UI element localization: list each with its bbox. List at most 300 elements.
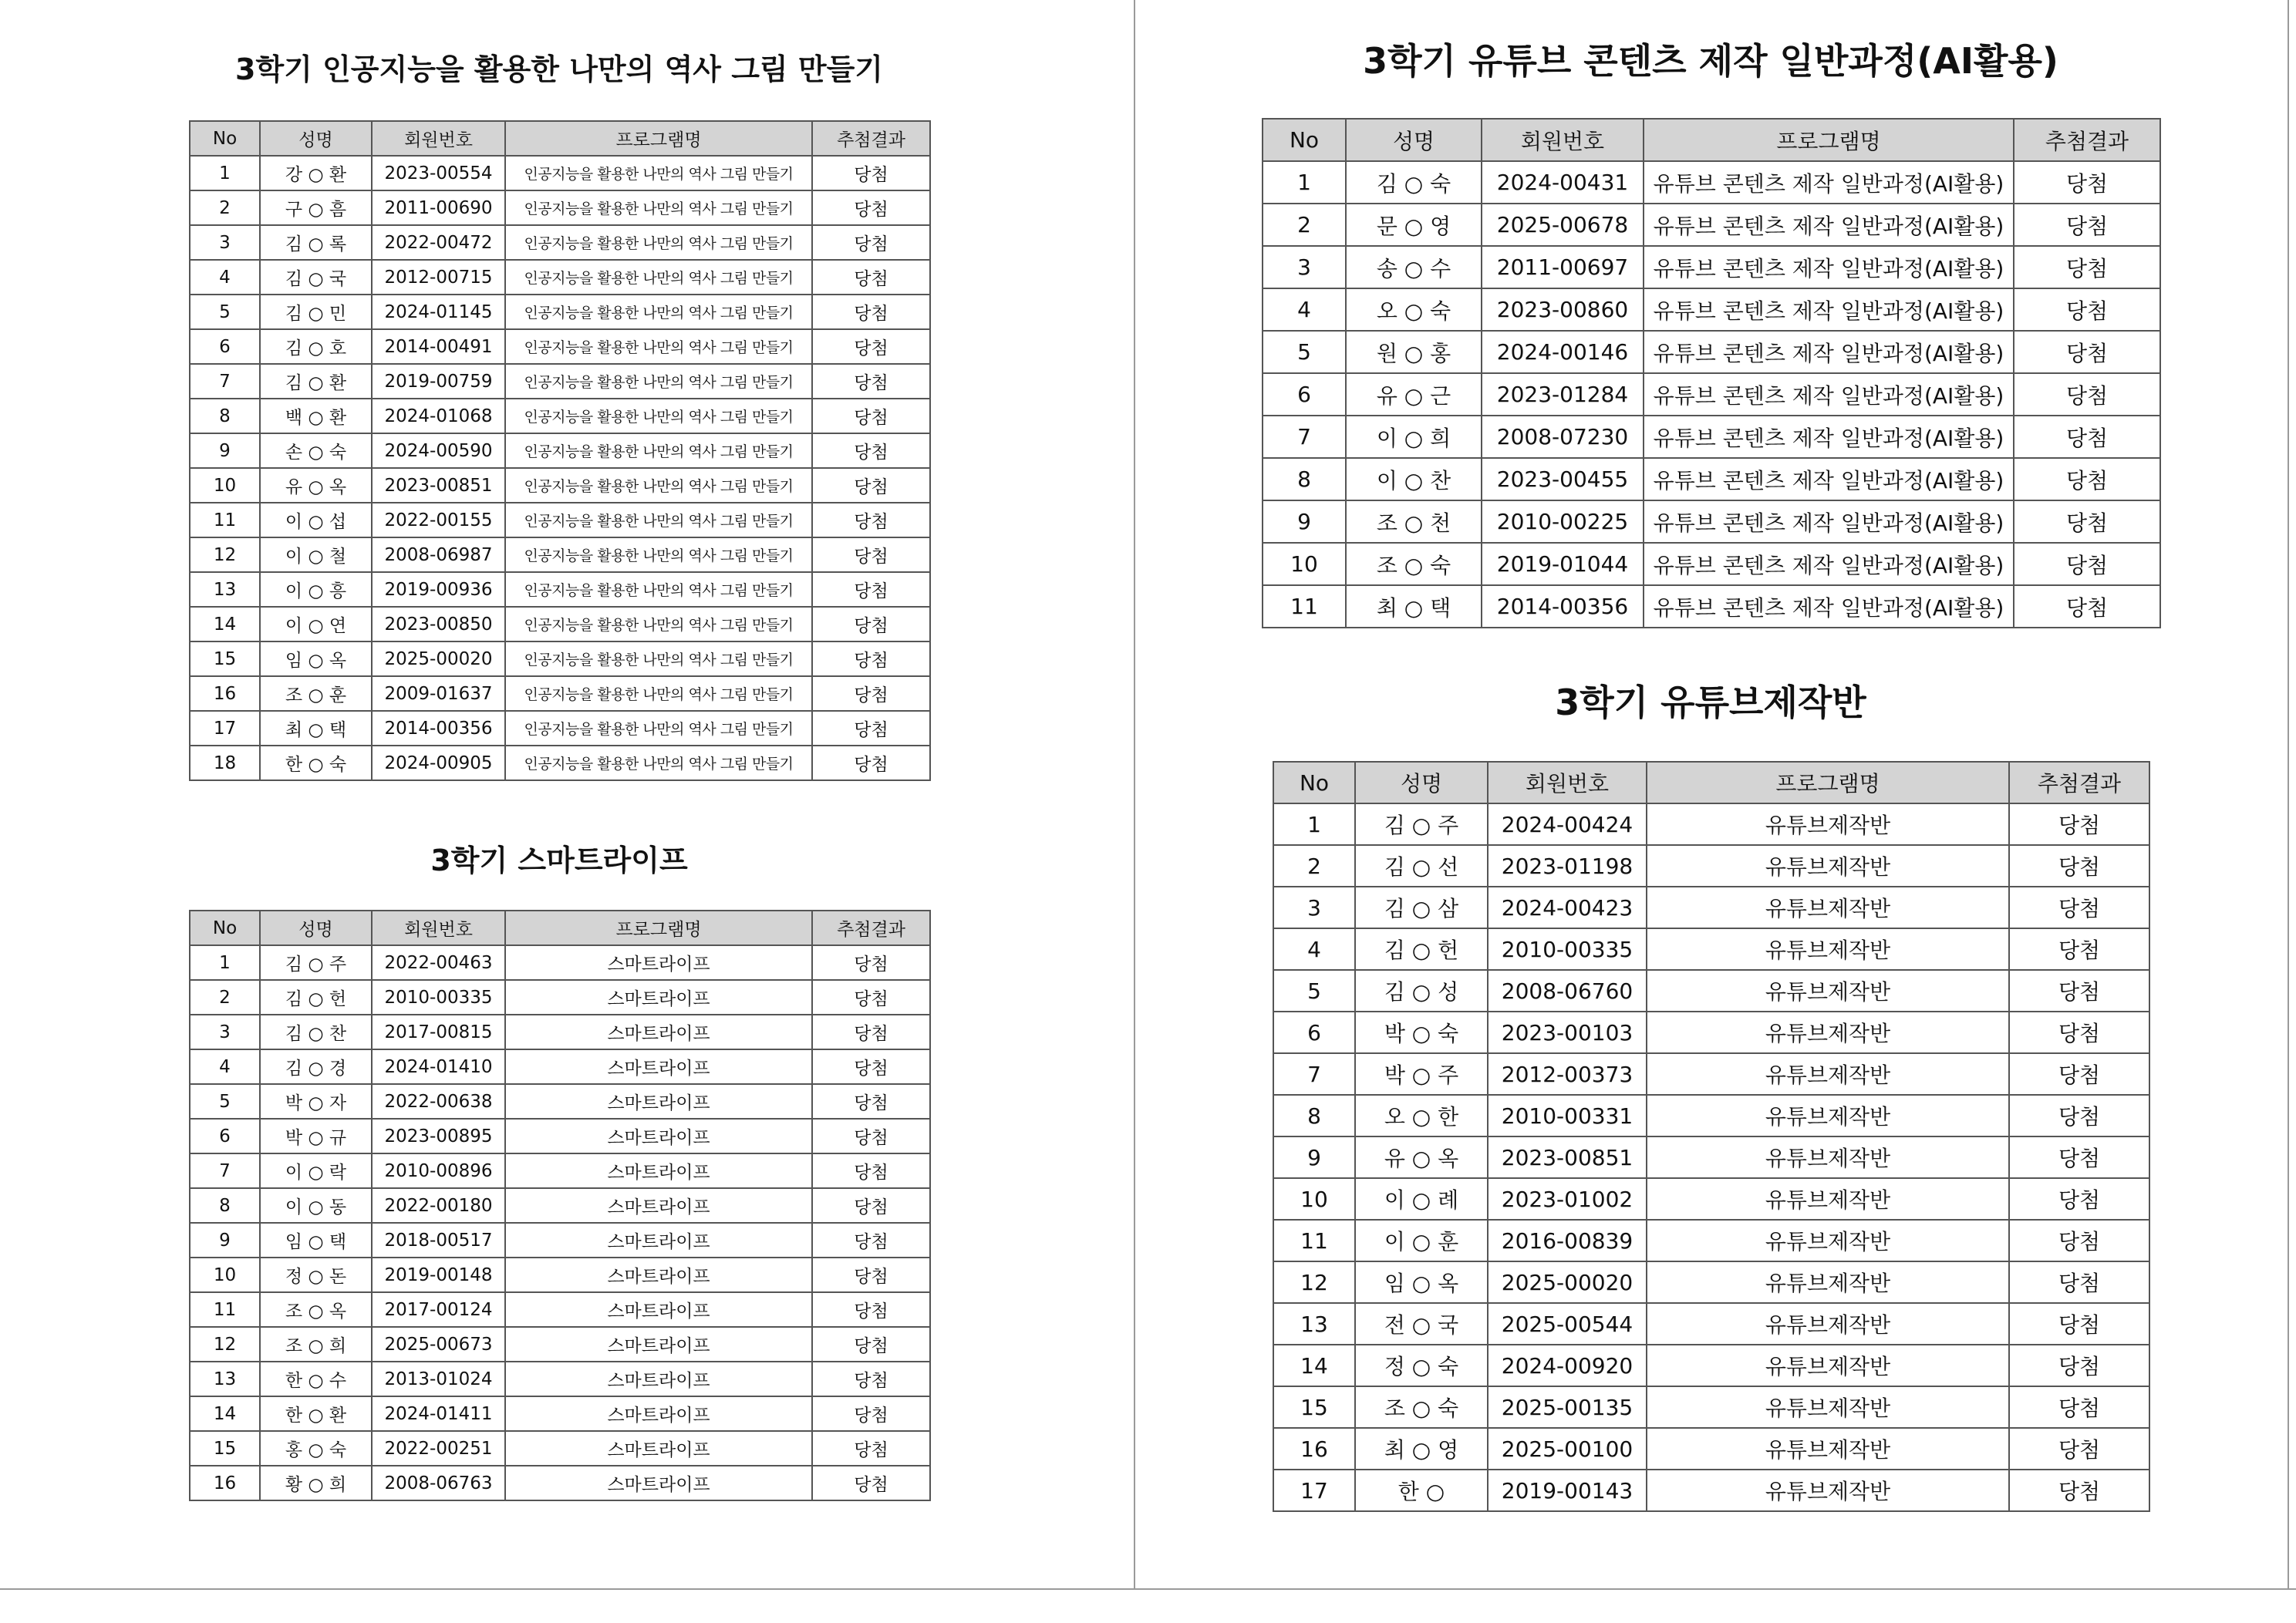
member-number-cell: 2024-01411 bbox=[372, 1396, 505, 1431]
name-cell: 한 ○ 환 bbox=[260, 1396, 372, 1431]
no-cell: 2 bbox=[190, 190, 260, 225]
program-name-cell: 유튜브제작반 bbox=[1647, 970, 2009, 1012]
member-number-cell: 2022-00155 bbox=[372, 503, 505, 537]
program-name-cell: 유튜브 콘텐츠 제작 일반과정(AI활용) bbox=[1644, 500, 2014, 543]
no-cell: 6 bbox=[1263, 373, 1346, 416]
result-cell: 당첨 bbox=[812, 1015, 930, 1049]
result-cell: 당첨 bbox=[812, 295, 930, 329]
result-cell: 당첨 bbox=[812, 1223, 930, 1258]
member-number-cell: 2008-06763 bbox=[372, 1466, 505, 1500]
no-cell: 3 bbox=[190, 225, 260, 260]
member-number-cell: 2022-00472 bbox=[372, 225, 505, 260]
lottery-table bbox=[1273, 761, 2150, 1512]
result-cell: 당첨 bbox=[812, 1292, 930, 1327]
no-cell: 5 bbox=[190, 1084, 260, 1119]
member-number-cell: 2024-00423 bbox=[1488, 887, 1647, 928]
member-number-cell: 2017-00124 bbox=[372, 1292, 505, 1327]
table-row bbox=[1273, 887, 2149, 928]
no-cell: 15 bbox=[190, 641, 260, 676]
no-cell: 11 bbox=[1273, 1220, 1355, 1261]
no-cell: 4 bbox=[190, 1049, 260, 1084]
table-body bbox=[1263, 161, 2160, 628]
result-cell: 당첨 bbox=[812, 1327, 930, 1362]
table-header-row bbox=[1273, 762, 2149, 803]
result-cell: 당첨 bbox=[812, 945, 930, 980]
name-cell: 박 ○ 자 bbox=[260, 1084, 372, 1119]
result-cell: 당첨 bbox=[812, 746, 930, 780]
member-number-cell: 2023-00895 bbox=[372, 1119, 505, 1153]
program-name-cell: 스마트라이프 bbox=[505, 1084, 812, 1119]
table-row bbox=[1273, 1386, 2149, 1428]
member-number-cell: 2019-01044 bbox=[1482, 543, 1644, 585]
no-cell: 10 bbox=[1263, 543, 1346, 585]
no-cell: 4 bbox=[1263, 288, 1346, 331]
name-cell: 이 ○ 연 bbox=[260, 607, 372, 641]
name-cell: 김 ○ 주 bbox=[260, 945, 372, 980]
table-row bbox=[190, 1084, 930, 1119]
table-row bbox=[190, 607, 930, 641]
result-cell: 당첨 bbox=[2014, 416, 2160, 458]
member-number-cell: 2022-00180 bbox=[372, 1188, 505, 1223]
name-cell: 김 ○ 록 bbox=[260, 225, 372, 260]
member-number-cell: 2023-01198 bbox=[1488, 845, 1647, 887]
lottery-table bbox=[1262, 118, 2161, 628]
no-cell: 10 bbox=[190, 468, 260, 503]
no-cell: 6 bbox=[1273, 1012, 1355, 1053]
table-row bbox=[190, 190, 930, 225]
table-row bbox=[190, 1466, 930, 1500]
name-cell: 강 ○ 환 bbox=[260, 156, 372, 190]
name-cell: 조 ○ 희 bbox=[260, 1327, 372, 1362]
no-cell: 1 bbox=[190, 156, 260, 190]
name-cell: 김 ○ 주 bbox=[1355, 803, 1488, 845]
member-number-cell: 2023-01284 bbox=[1482, 373, 1644, 416]
ai-history-drawing-section bbox=[189, 49, 929, 781]
column-header-result: 추첨결과 bbox=[2014, 119, 2160, 161]
youtube-production-section bbox=[1273, 678, 2149, 1512]
no-cell: 5 bbox=[1263, 331, 1346, 373]
name-cell: 문 ○ 영 bbox=[1346, 204, 1482, 246]
program-name-cell: 인공지능을 활용한 나만의 역사 그림 만들기 bbox=[505, 607, 812, 641]
program-name-cell: 인공지능을 활용한 나만의 역사 그림 만들기 bbox=[505, 399, 812, 433]
name-cell: 한 ○ bbox=[1355, 1470, 1488, 1511]
no-cell: 8 bbox=[190, 1188, 260, 1223]
program-name-cell: 인공지능을 활용한 나만의 역사 그림 만들기 bbox=[505, 537, 812, 572]
table-body bbox=[190, 156, 930, 780]
no-cell: 8 bbox=[1273, 1095, 1355, 1136]
result-cell: 당첨 bbox=[812, 1188, 930, 1223]
member-number-cell: 2019-00143 bbox=[1488, 1470, 1647, 1511]
no-cell: 7 bbox=[190, 1153, 260, 1188]
result-cell: 당첨 bbox=[812, 190, 930, 225]
no-cell: 2 bbox=[1263, 204, 1346, 246]
name-cell: 구 ○ 흠 bbox=[260, 190, 372, 225]
program-name-cell: 인공지능을 활용한 나만의 역사 그림 만들기 bbox=[505, 746, 812, 780]
member-number-cell: 2011-00690 bbox=[372, 190, 505, 225]
result-cell: 당첨 bbox=[812, 329, 930, 364]
table-row bbox=[1263, 288, 2160, 331]
program-name-cell: 유튜브제작반 bbox=[1647, 887, 2009, 928]
table-row bbox=[1273, 1303, 2149, 1345]
name-cell: 홍 ○ 숙 bbox=[260, 1431, 372, 1466]
name-cell: 김 ○ 삼 bbox=[1355, 887, 1488, 928]
table-row bbox=[1273, 928, 2149, 970]
youtube-ai-course-section bbox=[1262, 37, 2159, 628]
member-number-cell: 2024-00920 bbox=[1488, 1345, 1647, 1386]
name-cell: 유 ○ 근 bbox=[1346, 373, 1482, 416]
program-name-cell: 유튜브 콘텐츠 제작 일반과정(AI활용) bbox=[1644, 331, 2014, 373]
result-cell: 당첨 bbox=[2014, 543, 2160, 585]
table-row bbox=[190, 641, 930, 676]
no-cell: 12 bbox=[1273, 1261, 1355, 1303]
no-cell: 6 bbox=[190, 1119, 260, 1153]
result-cell: 당첨 bbox=[812, 980, 930, 1015]
member-number-cell: 2014-00356 bbox=[1482, 585, 1644, 628]
table-row bbox=[190, 433, 930, 468]
result-cell: 당첨 bbox=[812, 364, 930, 399]
member-number-cell: 2024-00590 bbox=[372, 433, 505, 468]
no-cell: 2 bbox=[1273, 845, 1355, 887]
program-name-cell: 유튜브 콘텐츠 제작 일반과정(AI활용) bbox=[1644, 204, 2014, 246]
section-title: 3학기 유튜브제작반 bbox=[1555, 682, 1866, 723]
no-cell: 10 bbox=[190, 1258, 260, 1292]
result-cell: 당첨 bbox=[812, 156, 930, 190]
no-cell: 1 bbox=[1263, 161, 1346, 204]
table-row bbox=[1263, 416, 2160, 458]
table-row bbox=[1273, 1261, 2149, 1303]
column-header-result: 추첨결과 bbox=[2009, 762, 2149, 803]
result-cell: 당첨 bbox=[2014, 161, 2160, 204]
program-name-cell: 인공지능을 활용한 나만의 역사 그림 만들기 bbox=[505, 260, 812, 295]
column-header-member-number: 회원번호 bbox=[372, 121, 505, 156]
column-header-name: 성명 bbox=[260, 911, 372, 945]
table-row bbox=[1273, 1470, 2149, 1511]
table-row bbox=[190, 295, 930, 329]
program-name-cell: 유튜브 콘텐츠 제작 일반과정(AI활용) bbox=[1644, 585, 2014, 628]
result-cell: 당첨 bbox=[812, 676, 930, 711]
column-header-no: No bbox=[1263, 119, 1346, 161]
result-cell: 당첨 bbox=[2014, 373, 2160, 416]
table-row bbox=[190, 364, 930, 399]
name-cell: 정 ○ 돈 bbox=[260, 1258, 372, 1292]
program-name-cell: 인공지능을 활용한 나만의 역사 그림 만들기 bbox=[505, 295, 812, 329]
name-cell: 이 ○ 흥 bbox=[260, 572, 372, 607]
name-cell: 이 ○ 례 bbox=[1355, 1178, 1488, 1220]
program-name-cell: 스마트라이프 bbox=[505, 1431, 812, 1466]
no-cell: 17 bbox=[190, 711, 260, 746]
name-cell: 김 ○ 헌 bbox=[1355, 928, 1488, 970]
result-cell: 당첨 bbox=[812, 641, 930, 676]
program-name-cell: 유튜브 콘텐츠 제작 일반과정(AI활용) bbox=[1644, 246, 2014, 288]
table-row bbox=[1273, 1053, 2149, 1095]
name-cell: 김 ○ 국 bbox=[260, 260, 372, 295]
program-name-cell: 인공지능을 활용한 나만의 역사 그림 만들기 bbox=[505, 364, 812, 399]
result-cell: 당첨 bbox=[812, 1396, 930, 1431]
program-name-cell: 스마트라이프 bbox=[505, 1188, 812, 1223]
member-number-cell: 2017-00815 bbox=[372, 1015, 505, 1049]
no-cell: 4 bbox=[190, 260, 260, 295]
program-name-cell: 유튜브제작반 bbox=[1647, 1012, 2009, 1053]
name-cell: 김 ○ 성 bbox=[1355, 970, 1488, 1012]
no-cell: 4 bbox=[1273, 928, 1355, 970]
column-header-name: 성명 bbox=[1346, 119, 1482, 161]
name-cell: 김 ○ 찬 bbox=[260, 1015, 372, 1049]
name-cell: 정 ○ 숙 bbox=[1355, 1345, 1488, 1386]
program-name-cell: 인공지능을 활용한 나만의 역사 그림 만들기 bbox=[505, 468, 812, 503]
no-cell: 1 bbox=[190, 945, 260, 980]
member-number-cell: 2024-00424 bbox=[1488, 803, 1647, 845]
member-number-cell: 2010-00335 bbox=[372, 980, 505, 1015]
table-row bbox=[1273, 1136, 2149, 1178]
member-number-cell: 2010-00331 bbox=[1488, 1095, 1647, 1136]
result-cell: 당첨 bbox=[2009, 803, 2149, 845]
result-cell: 당첨 bbox=[2009, 1220, 2149, 1261]
table-row bbox=[190, 468, 930, 503]
column-header-name: 성명 bbox=[260, 121, 372, 156]
column-header-member-number: 회원번호 bbox=[1488, 762, 1647, 803]
column-header-program-name: 프로그램명 bbox=[505, 121, 812, 156]
lottery-table bbox=[189, 910, 931, 1501]
section-title: 3학기 유튜브 콘텐츠 제작 일반과정(AI활용) bbox=[1363, 40, 2058, 82]
program-name-cell: 인공지능을 활용한 나만의 역사 그림 만들기 bbox=[505, 676, 812, 711]
no-cell: 7 bbox=[190, 364, 260, 399]
result-cell: 당첨 bbox=[2009, 1428, 2149, 1470]
program-name-cell: 스마트라이프 bbox=[505, 1466, 812, 1500]
column-header-result: 추첨결과 bbox=[812, 911, 930, 945]
no-cell: 1 bbox=[1273, 803, 1355, 845]
program-name-cell: 유튜브제작반 bbox=[1647, 1261, 2009, 1303]
result-cell: 당첨 bbox=[812, 1466, 930, 1500]
program-name-cell: 스마트라이프 bbox=[505, 1223, 812, 1258]
result-cell: 당첨 bbox=[812, 1153, 930, 1188]
table-row bbox=[1273, 1345, 2149, 1386]
member-number-cell: 2008-06987 bbox=[372, 537, 505, 572]
member-number-cell: 2016-00839 bbox=[1488, 1220, 1647, 1261]
program-name-cell: 유튜브제작반 bbox=[1647, 1053, 2009, 1095]
program-name-cell: 유튜브 콘텐츠 제작 일반과정(AI활용) bbox=[1644, 373, 2014, 416]
no-cell: 14 bbox=[1273, 1345, 1355, 1386]
no-cell: 3 bbox=[1273, 887, 1355, 928]
member-number-cell: 2024-01068 bbox=[372, 399, 505, 433]
result-cell: 당첨 bbox=[2014, 204, 2160, 246]
table-row bbox=[190, 1396, 930, 1431]
result-cell: 당첨 bbox=[812, 1362, 930, 1396]
member-number-cell: 2010-00896 bbox=[372, 1153, 505, 1188]
program-name-cell: 스마트라이프 bbox=[505, 1258, 812, 1292]
name-cell: 조 ○ 숙 bbox=[1355, 1386, 1488, 1428]
name-cell: 임 ○ 옥 bbox=[1355, 1261, 1488, 1303]
no-cell: 13 bbox=[190, 572, 260, 607]
name-cell: 전 ○ 국 bbox=[1355, 1303, 1488, 1345]
result-cell: 당첨 bbox=[2009, 1095, 2149, 1136]
table-row bbox=[190, 1049, 930, 1084]
member-number-cell: 2023-00851 bbox=[1488, 1136, 1647, 1178]
result-cell: 당첨 bbox=[812, 537, 930, 572]
table-row bbox=[190, 156, 930, 190]
program-name-cell: 스마트라이프 bbox=[505, 1049, 812, 1084]
no-cell: 14 bbox=[190, 607, 260, 641]
name-cell: 김 ○ 경 bbox=[260, 1049, 372, 1084]
program-name-cell: 유튜브제작반 bbox=[1647, 1178, 2009, 1220]
member-number-cell: 2018-00517 bbox=[372, 1223, 505, 1258]
result-cell: 당첨 bbox=[2014, 500, 2160, 543]
member-number-cell: 2024-00146 bbox=[1482, 331, 1644, 373]
result-cell: 당첨 bbox=[2014, 585, 2160, 628]
program-name-cell: 인공지능을 활용한 나만의 역사 그림 만들기 bbox=[505, 711, 812, 746]
no-cell: 13 bbox=[190, 1362, 260, 1396]
program-name-cell: 유튜브제작반 bbox=[1647, 803, 2009, 845]
program-name-cell: 스마트라이프 bbox=[505, 945, 812, 980]
column-header-name: 성명 bbox=[1355, 762, 1488, 803]
no-cell: 2 bbox=[190, 980, 260, 1015]
no-cell: 5 bbox=[1273, 970, 1355, 1012]
result-cell: 당첨 bbox=[2009, 845, 2149, 887]
program-name-cell: 유튜브제작반 bbox=[1647, 1136, 2009, 1178]
result-cell: 당첨 bbox=[2014, 246, 2160, 288]
program-name-cell: 스마트라이프 bbox=[505, 1327, 812, 1362]
result-cell: 당첨 bbox=[812, 1258, 930, 1292]
result-cell: 당첨 bbox=[2009, 970, 2149, 1012]
name-cell: 최 ○ 택 bbox=[260, 711, 372, 746]
member-number-cell: 2019-00759 bbox=[372, 364, 505, 399]
no-cell: 11 bbox=[190, 1292, 260, 1327]
result-cell: 당첨 bbox=[2014, 458, 2160, 500]
name-cell: 황 ○ 희 bbox=[260, 1466, 372, 1500]
member-number-cell: 2022-00463 bbox=[372, 945, 505, 980]
no-cell: 10 bbox=[1273, 1178, 1355, 1220]
member-number-cell: 2014-00491 bbox=[372, 329, 505, 364]
result-cell: 당첨 bbox=[2009, 1053, 2149, 1095]
table-row bbox=[1273, 1095, 2149, 1136]
member-number-cell: 2013-01024 bbox=[372, 1362, 505, 1396]
program-name-cell: 유튜브 콘텐츠 제작 일반과정(AI활용) bbox=[1644, 161, 2014, 204]
member-number-cell: 2010-00225 bbox=[1482, 500, 1644, 543]
member-number-cell: 2025-00135 bbox=[1488, 1386, 1647, 1428]
no-cell: 7 bbox=[1273, 1053, 1355, 1095]
column-header-no: No bbox=[190, 121, 260, 156]
table-row bbox=[190, 746, 930, 780]
name-cell: 이 ○ 철 bbox=[260, 537, 372, 572]
table-row bbox=[1263, 543, 2160, 585]
name-cell: 조 ○ 훈 bbox=[260, 676, 372, 711]
no-cell: 16 bbox=[190, 1466, 260, 1500]
table-row bbox=[190, 329, 930, 364]
table-row bbox=[190, 676, 930, 711]
no-cell: 17 bbox=[1273, 1470, 1355, 1511]
name-cell: 박 ○ 주 bbox=[1355, 1053, 1488, 1095]
member-number-cell: 2023-00851 bbox=[372, 468, 505, 503]
member-number-cell: 2023-00850 bbox=[372, 607, 505, 641]
no-cell: 12 bbox=[190, 1327, 260, 1362]
result-cell: 당첨 bbox=[812, 399, 930, 433]
program-name-cell: 유튜브제작반 bbox=[1647, 1345, 2009, 1386]
no-cell: 9 bbox=[1263, 500, 1346, 543]
name-cell: 오 ○ 한 bbox=[1355, 1095, 1488, 1136]
result-cell: 당첨 bbox=[2009, 1470, 2149, 1511]
result-cell: 당첨 bbox=[812, 468, 930, 503]
program-name-cell: 유튜브 콘텐츠 제작 일반과정(AI활용) bbox=[1644, 458, 2014, 500]
name-cell: 조 ○ 숙 bbox=[1346, 543, 1482, 585]
program-name-cell: 인공지능을 활용한 나만의 역사 그림 만들기 bbox=[505, 572, 812, 607]
program-name-cell: 스마트라이프 bbox=[505, 1396, 812, 1431]
table-row bbox=[1273, 1012, 2149, 1053]
no-cell: 6 bbox=[190, 329, 260, 364]
table-row bbox=[190, 1292, 930, 1327]
table-row bbox=[1273, 970, 2149, 1012]
program-name-cell: 스마트라이프 bbox=[505, 1015, 812, 1049]
name-cell: 최 ○ 택 bbox=[1346, 585, 1482, 628]
result-cell: 당첨 bbox=[2009, 1261, 2149, 1303]
result-cell: 당첨 bbox=[812, 572, 930, 607]
table-row bbox=[1263, 204, 2160, 246]
member-number-cell: 2024-00905 bbox=[372, 746, 505, 780]
no-cell: 11 bbox=[1263, 585, 1346, 628]
page-divider bbox=[1134, 0, 1135, 1590]
result-cell: 당첨 bbox=[2009, 928, 2149, 970]
name-cell: 이 ○ 락 bbox=[260, 1153, 372, 1188]
table-row bbox=[1263, 458, 2160, 500]
name-cell: 이 ○ 동 bbox=[260, 1188, 372, 1223]
table-row bbox=[1263, 161, 2160, 204]
column-header-program-name: 프로그램명 bbox=[1644, 119, 2014, 161]
program-name-cell: 인공지능을 활용한 나만의 역사 그림 만들기 bbox=[505, 329, 812, 364]
name-cell: 조 ○ 천 bbox=[1346, 500, 1482, 543]
no-cell: 16 bbox=[1273, 1428, 1355, 1470]
member-number-cell: 2025-00020 bbox=[1488, 1261, 1647, 1303]
table-row bbox=[1273, 1178, 2149, 1220]
member-number-cell: 2012-00715 bbox=[372, 260, 505, 295]
result-cell: 당첨 bbox=[2014, 288, 2160, 331]
table-row bbox=[190, 1327, 930, 1362]
member-number-cell: 2010-00335 bbox=[1488, 928, 1647, 970]
program-name-cell: 인공지능을 활용한 나만의 역사 그림 만들기 bbox=[505, 433, 812, 468]
page-bottom-edge bbox=[0, 1588, 2296, 1590]
table-row bbox=[190, 1362, 930, 1396]
program-name-cell: 스마트라이프 bbox=[505, 980, 812, 1015]
table-row bbox=[190, 1223, 930, 1258]
name-cell: 박 ○ 숙 bbox=[1355, 1012, 1488, 1053]
table-row bbox=[190, 945, 930, 980]
result-cell: 당첨 bbox=[812, 433, 930, 468]
table-row bbox=[190, 503, 930, 537]
member-number-cell: 2023-00860 bbox=[1482, 288, 1644, 331]
table-row bbox=[1273, 1428, 2149, 1470]
table-row bbox=[190, 1119, 930, 1153]
table-body bbox=[1273, 803, 2149, 1511]
member-number-cell: 2011-00697 bbox=[1482, 246, 1644, 288]
result-cell: 당첨 bbox=[2009, 1303, 2149, 1345]
column-header-member-number: 회원번호 bbox=[372, 911, 505, 945]
program-name-cell: 인공지능을 활용한 나만의 역사 그림 만들기 bbox=[505, 503, 812, 537]
program-name-cell: 유튜브제작반 bbox=[1647, 1095, 2009, 1136]
program-name-cell: 유튜브 콘텐츠 제작 일반과정(AI활용) bbox=[1644, 288, 2014, 331]
table-row bbox=[190, 980, 930, 1015]
result-cell: 당첨 bbox=[812, 1431, 930, 1466]
name-cell: 송 ○ 수 bbox=[1346, 246, 1482, 288]
program-name-cell: 유튜브제작반 bbox=[1647, 928, 2009, 970]
program-name-cell: 인공지능을 활용한 나만의 역사 그림 만들기 bbox=[505, 156, 812, 190]
member-number-cell: 2023-00455 bbox=[1482, 458, 1644, 500]
name-cell: 김 ○ 선 bbox=[1355, 845, 1488, 887]
name-cell: 손 ○ 숙 bbox=[260, 433, 372, 468]
program-name-cell: 스마트라이프 bbox=[505, 1292, 812, 1327]
table-row bbox=[190, 1188, 930, 1223]
name-cell: 김 ○ 호 bbox=[260, 329, 372, 364]
program-name-cell: 인공지능을 활용한 나만의 역사 그림 만들기 bbox=[505, 225, 812, 260]
table-row bbox=[190, 711, 930, 746]
program-name-cell: 유튜브 콘텐츠 제작 일반과정(AI활용) bbox=[1644, 416, 2014, 458]
column-header-program-name: 프로그램명 bbox=[1647, 762, 2009, 803]
